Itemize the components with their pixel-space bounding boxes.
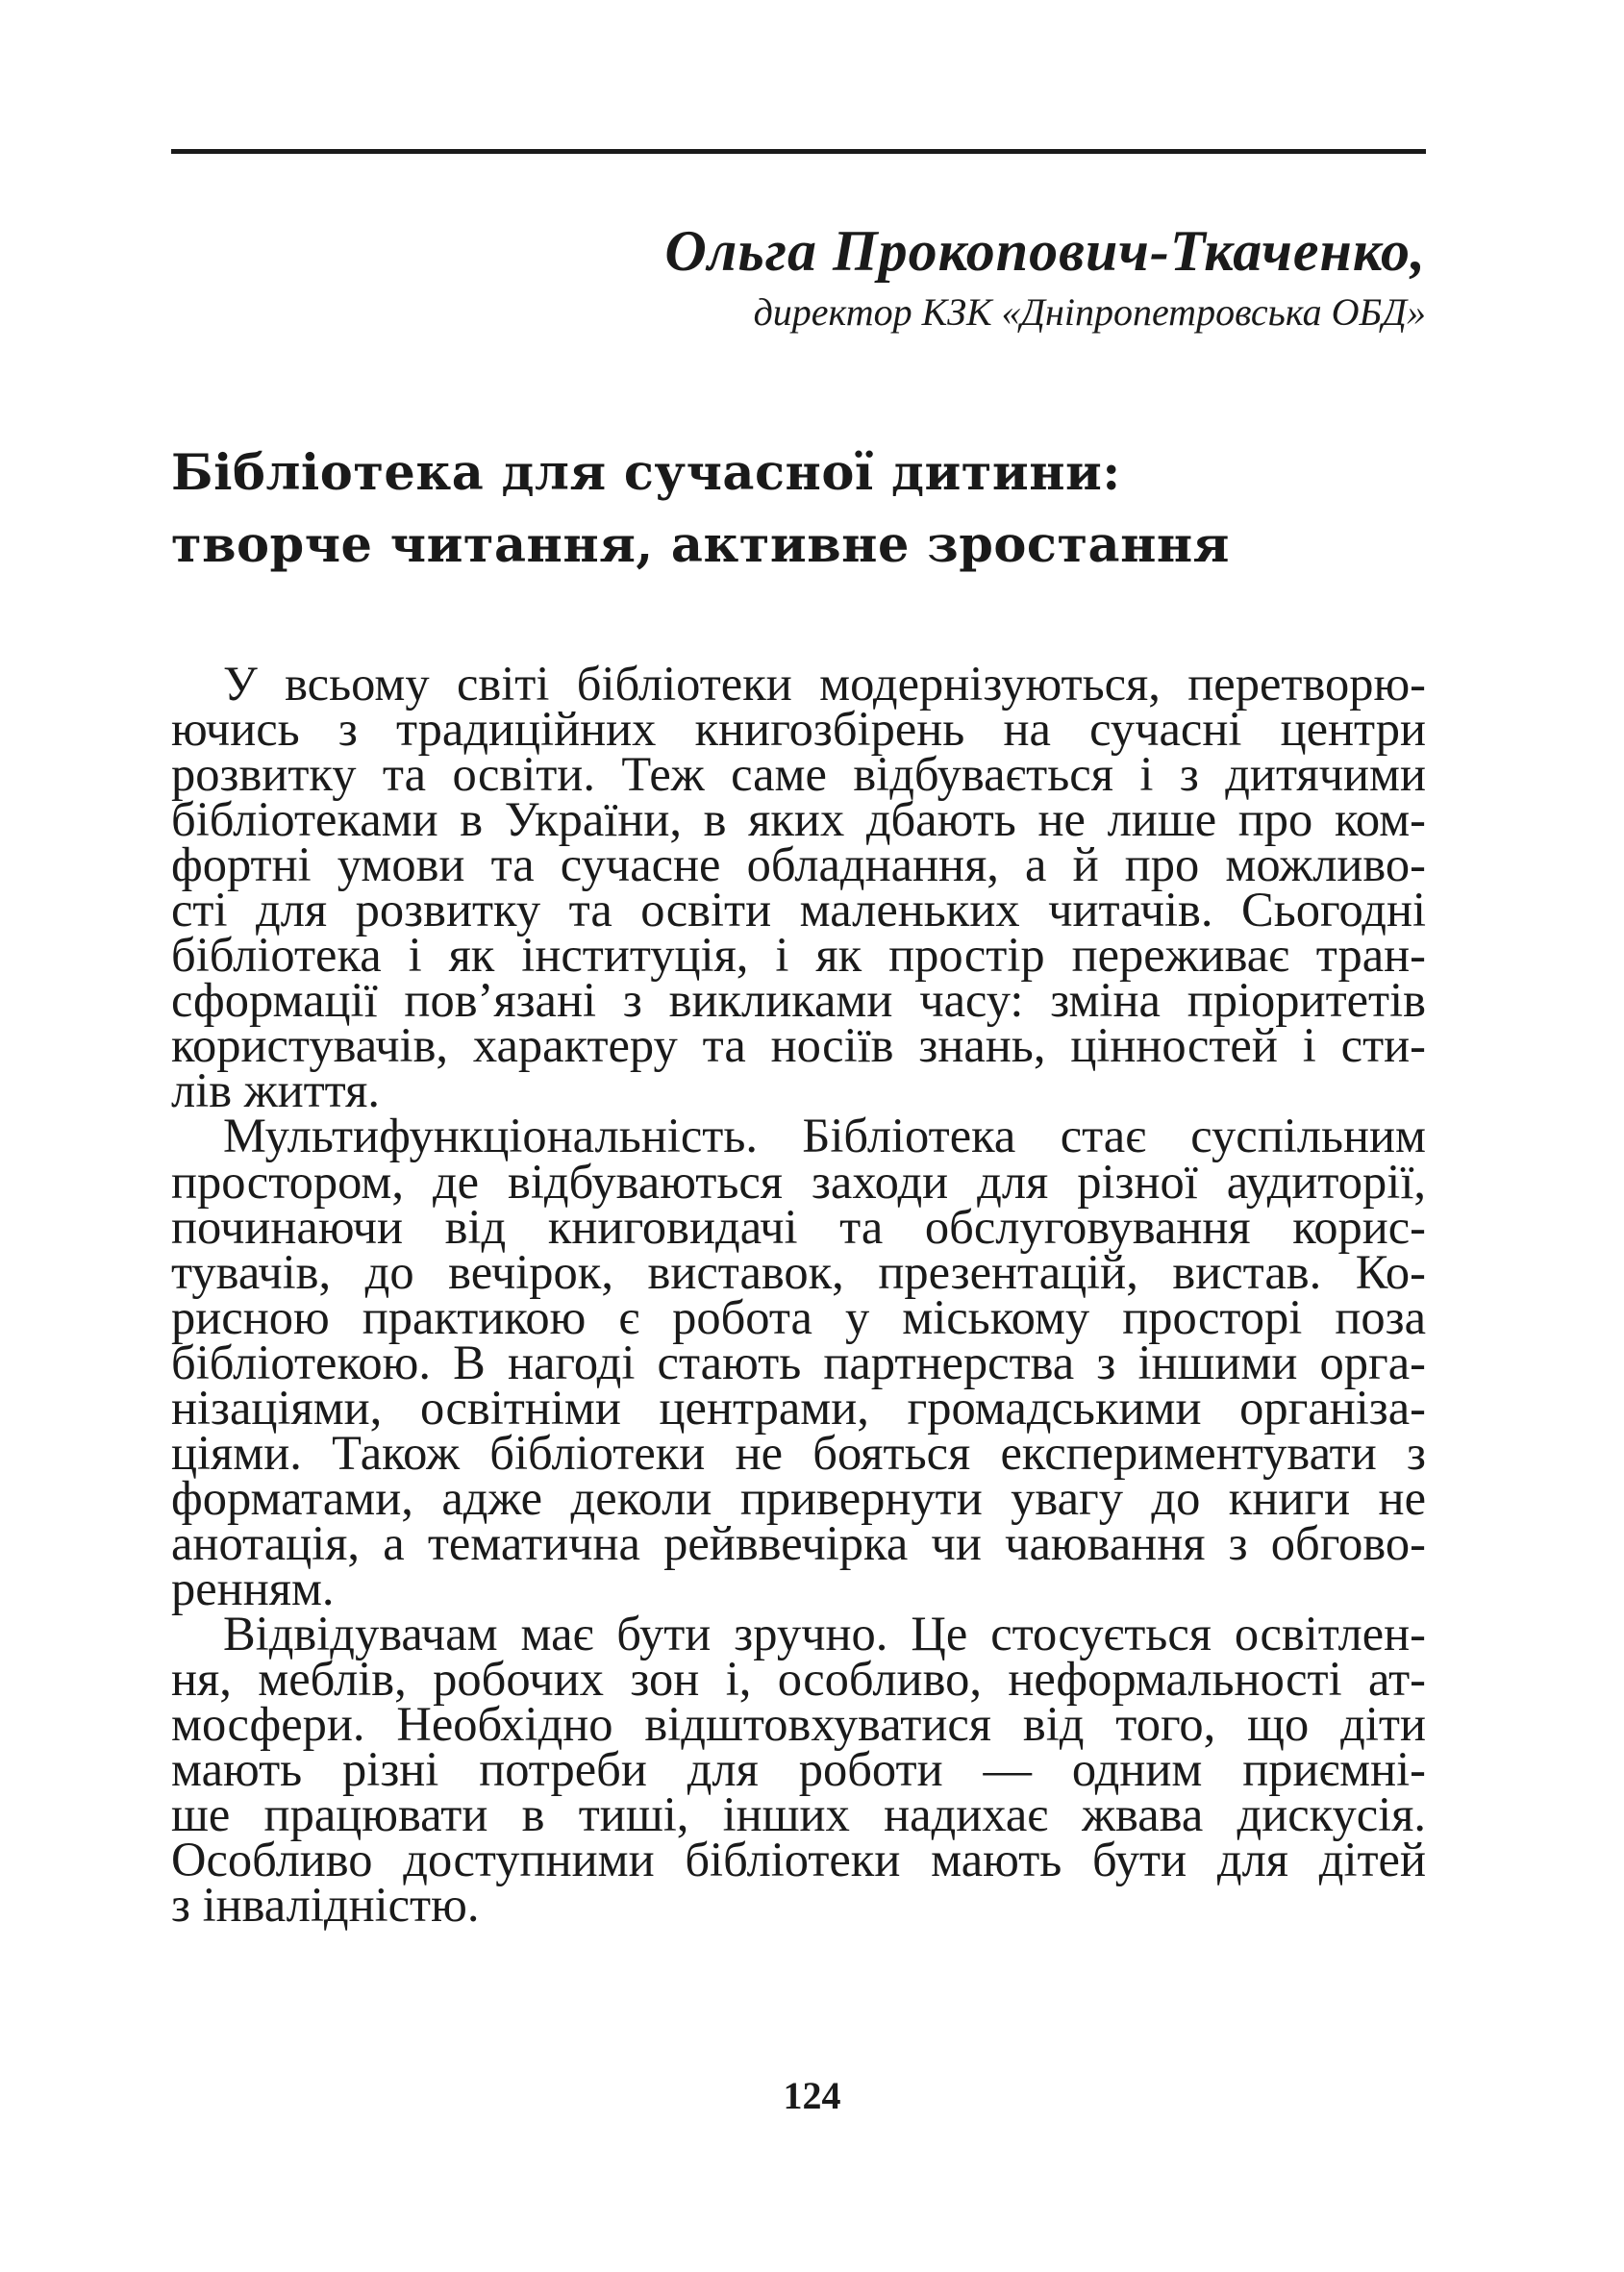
body-line: ренням.: [171, 1560, 335, 1615]
body-line: сті для розвитку та освіти маленьких читачів. Сьогодні: [171, 883, 1426, 937]
body-line: мосфери. Необхідно відштовхуватися від того, що діти: [171, 1697, 1426, 1752]
body-line: бібліотеками в України, в яких дбають не лише про ком-: [171, 792, 1426, 847]
title-line: Бібліотека для сучасної дитини:: [171, 444, 1121, 502]
body-line: лів життя.: [171, 1063, 380, 1118]
body-line: ючись з традиційних книгозбірень на сучасні центри: [171, 702, 1426, 757]
body-line: тувачів, до вечірок, виставок, презентацій, вистав. Ко-: [171, 1244, 1426, 1299]
body-line: анотація, а тематична рейввечірка чи чаювання з обгово-: [171, 1515, 1426, 1570]
body-line: розвитку та освіти. Теж саме відбувається і з дитячими: [171, 747, 1426, 802]
body-line: з інвалідністю.: [171, 1878, 480, 1933]
body-line: бібліотека і як інституція, і як простір переживає тран-: [171, 928, 1426, 983]
author-block: [171, 216, 1426, 339]
body-line: мають різні потреби для роботи — одним приємні-: [171, 1742, 1426, 1797]
body-line: ціями. Також бібліотеки не бояться експериментувати з: [171, 1425, 1426, 1480]
body-line: простором, де відбуваються заходи для різної аудиторії,: [171, 1154, 1426, 1209]
title-line: творче читання, активне зростання: [171, 516, 1230, 574]
page-number: 124: [783, 2074, 841, 2117]
author-name: Ольга Прокопович-Ткаченко,: [664, 219, 1426, 283]
body-line: Особливо доступними бібліотеки мають бути для дітей: [171, 1833, 1426, 1887]
body-line: Відвідувачам має бути зручно. Це стосується освітлен-: [223, 1606, 1426, 1660]
body-line: фортні умови та сучасне обладнання, а й про можливо-: [171, 837, 1426, 892]
body-line: бібліотекою. В нагоді стають партнерства з іншими орга-: [171, 1335, 1426, 1389]
body-line: ня, меблів, робочих зон і, особливо, неформальності ат-: [171, 1652, 1426, 1707]
body-line: форматами, адже деколи привернути увагу до книги не: [171, 1470, 1426, 1525]
body-line: Мультифункціональність. Бібліотека стає суспільним: [223, 1109, 1426, 1163]
author-position: директор КЗК «Дніпропетровська ОБД»: [753, 290, 1426, 334]
body-line: ше працювати в тиші, інших надихає жвава дискусія.: [171, 1787, 1426, 1842]
body-line: користувачів, характеру та носіїв знань, цінностей і сти-: [171, 1018, 1426, 1073]
header-rule: [171, 149, 1426, 154]
body-line: рисною практикою є робота у міському просторі поза: [171, 1289, 1426, 1344]
body-line: нізаціями, освітніми центрами, громадськими організа-: [171, 1380, 1426, 1435]
article-title: [171, 437, 1426, 582]
body-line: починаючи від книговидачі та обслуговування корис-: [171, 1199, 1426, 1254]
body-line: сформації пов’язані з викликами часу: зміна пріоритетів: [171, 973, 1426, 1028]
article-body: [171, 657, 1426, 1933]
body-line: У всьому світі бібліотеки модернізуються, перетворю-: [223, 657, 1426, 711]
